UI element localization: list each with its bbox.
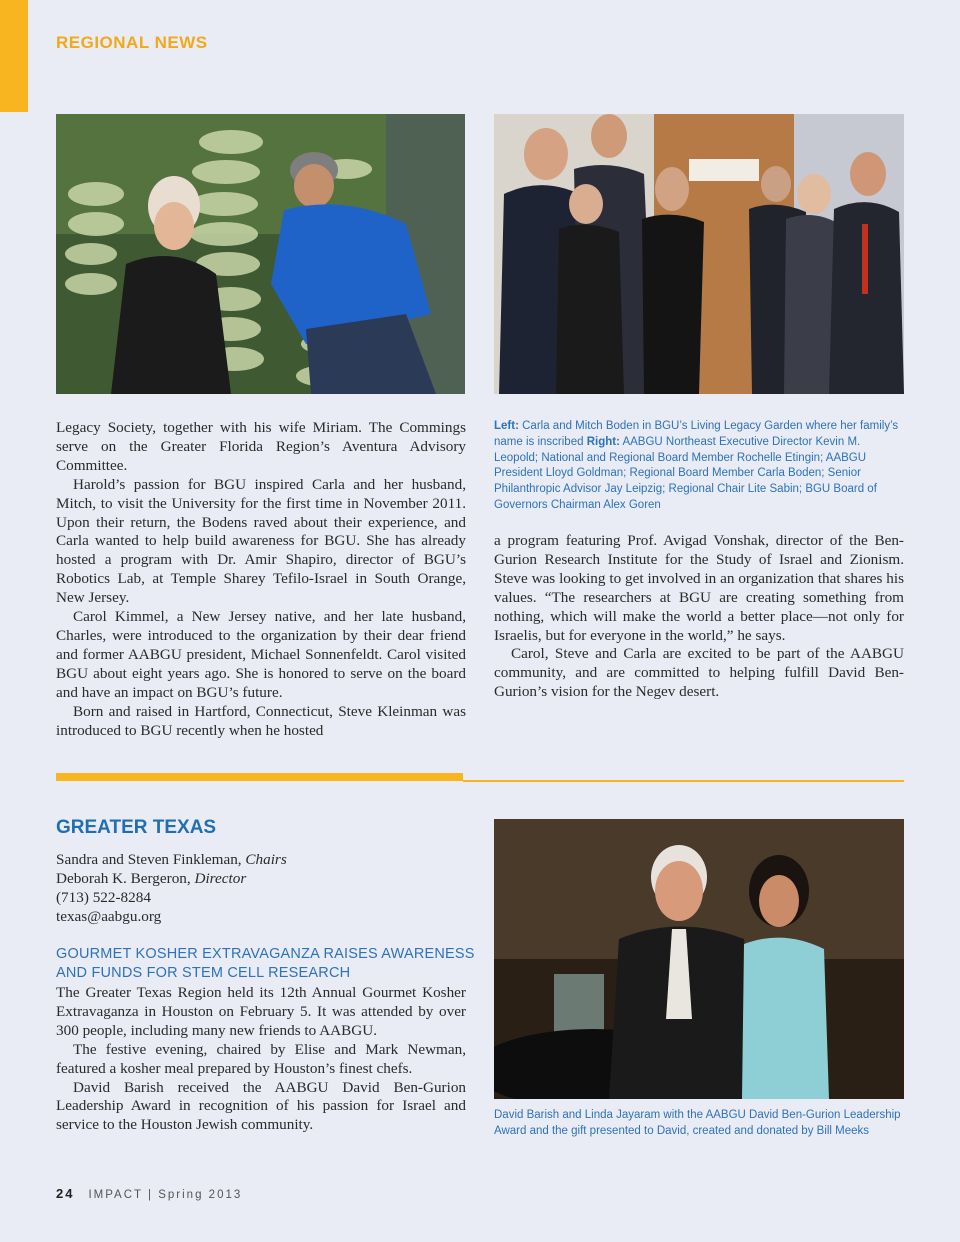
top-left-column <box>56 419 466 740</box>
publication-name: IMPACT | Spring 2013 <box>88 1189 243 1201</box>
caption-left-label: Left: <box>494 420 519 432</box>
paragraph: Harold’s passion for BGU inspired Carla and her husband, Mitch, to visit the University for the first time in November 2011. Upon their return, the Bodens raved about their experience, and Carla wanted to help build awareness for BGU. She has already hosted a program with Dr. Amir Shapiro, director of BGU’s Robotics Lab, at Temple Sharey Tefilo-Israel in South Orange, New Jersey. <box>56 475 466 607</box>
paragraph: Born and raised in Hartford, Connecticut, Steve Kleinman was introduced to BGU recently when he hosted <box>56 702 466 739</box>
headline-line: GOURMET KOSHER EXTRAVAGANZA RAISES AWARENESS <box>56 946 475 962</box>
photo-legacy-garden <box>56 114 465 394</box>
award-photo-caption: David Barish and Linda Jayaram with the AABGU David Ben-Gurion Leadership Award and the gift presented to David, created and donated by Bill Meeks <box>494 1109 901 1137</box>
email: texas@aabgu.org <box>56 907 162 925</box>
phone: (713) 522-8284 <box>56 888 151 906</box>
chairs-names: Sandra and Steven Finkleman, <box>56 851 242 868</box>
section-divider-thin <box>463 780 904 782</box>
paragraph: Carol Kimmel, a New Jersey native, and her late husband, Charles, were introduced to the organization by their dear friend and former AABGU president, Michael Sonnenfeldt. Carol visited BGU about eight years ago. She is honored to serve on the board and have an impact on BGU’s future. <box>56 608 466 701</box>
paragraph: Carol, Steve and Carla are excited to be part of the AABGU community, and are committed to helping fulfill David Ben-Gurion’s vision for the Negev desert. <box>494 645 904 701</box>
page-number: 24 <box>56 1186 75 1201</box>
paragraph: The festive evening, chaired by Elise and Mark Newman, featured a kosher meal prepared by Houston’s finest chefs. <box>56 1040 466 1077</box>
caption-left-text: Carla and Mitch Boden in BGU’s Living Legacy Garden where her family’s name is inscribed <box>494 420 899 448</box>
photo-northeast-group <box>494 114 904 394</box>
director-role: Director <box>194 869 247 887</box>
paragraph: David Barish received the AABGU David Ben-Gurion Leadership Award in recognition of his passion for Israel and service to the Houston Jewish community. <box>56 1078 466 1134</box>
top-right-column <box>494 532 904 702</box>
section-divider <box>56 773 463 781</box>
director-name: Deborah K. Bergeron, <box>56 869 191 887</box>
caption-right-text: AABGU Northeast Executive Director Kevin M. Leopold; National and Regional Board Member Rochelle Etingin; AABGU President Lloyd Goldman; Regional Board Member Carla Boden; Senior Philanthropic Advisor Jay Leipzig; Regional Chair Lite Sabin; BGU Board of Governors Chairman Alex Goren <box>494 435 877 511</box>
bottom-article-text <box>56 984 466 1135</box>
section-label: REGIONAL NEWS <box>56 33 208 52</box>
paragraph: Legacy Society, together with his wife Miriam. The Commings serve on the Greater Florida Region’s Aventura Advisory Committee. <box>56 419 466 474</box>
director-line <box>56 870 287 889</box>
caption-right-label: Right: <box>586 435 620 448</box>
chairs-line <box>56 851 287 870</box>
region-contacts <box>56 851 287 927</box>
article-headline <box>56 945 476 982</box>
paragraph: The Greater Texas Region held its 12th Annual Gourmet Kosher Extravaganza in Houston on February 5. It was attended by over 300 people, including many new friends to AABGU. <box>56 984 466 1039</box>
headline-line: AND FUNDS FOR STEM CELL RESEARCH <box>56 964 351 981</box>
page-footer <box>56 1186 242 1201</box>
top-photo-caption <box>494 419 904 514</box>
chairs-role: Chairs <box>245 851 287 868</box>
paragraph: a program featuring Prof. Avigad Vonshak, director of the Ben-Gurion Research Institute for the Study of Israel and Zionism. Steve was looking to get involved in an organization that shares his values. “The researchers at BGU are creating something from nothing, which will make the world a better place—not only for Israelis, but for everyone in the world,” he says. <box>494 532 904 644</box>
photo-award <box>494 819 904 1099</box>
accent-tab <box>0 0 28 112</box>
region-title: GREATER TEXAS <box>56 817 217 838</box>
